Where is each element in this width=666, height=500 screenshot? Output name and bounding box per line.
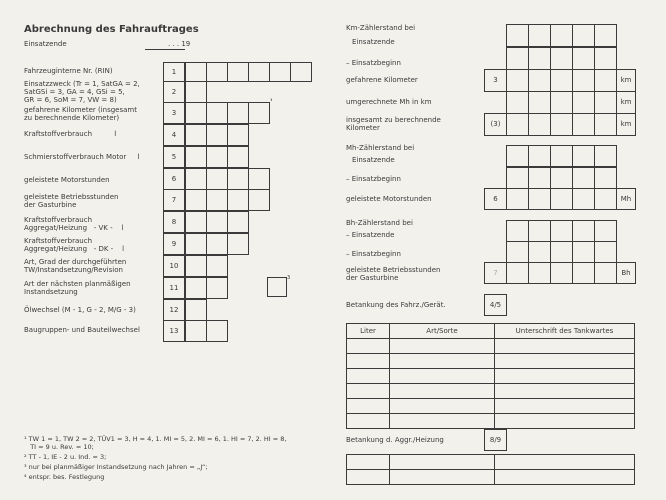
mh-ref: 6 — [493, 195, 498, 203]
turbine-hours-cell[interactable] — [248, 189, 270, 211]
mh-end-cell[interactable] — [594, 145, 617, 167]
bh-geleistet-label: geleistete Betriebsstunden der Gasturbine — [346, 266, 441, 282]
footnote-4: ⁴ entspr. bes. Festlegung — [24, 473, 105, 481]
km-gefahren-label: gefahrene Kilometer — [346, 76, 418, 84]
km-end-cell[interactable] — [572, 24, 595, 47]
mh-geleistet-cell[interactable] — [528, 188, 551, 210]
mh-umgerechnet-label: umgerechnete Mh in km — [346, 98, 432, 106]
bh-start-cell[interactable] — [506, 241, 529, 263]
bh-geleistet-cell[interactable] — [506, 262, 529, 284]
mh-geleistet-cell[interactable] — [506, 188, 529, 210]
row-label-8: Kraftstoffverbrauch Aggregat/Heizung - VK - l — [24, 216, 124, 232]
betankung-fahrzeug-ref: 4/5 — [489, 301, 502, 309]
km-start-cell[interactable] — [594, 47, 617, 70]
km-total-cell[interactable] — [227, 102, 249, 124]
footnote-1: ¹ TW 1 = 1, TW 2 = 2, TÜV1 = 3, H = 4, 1. MI = 5, 2. MI = 6, 1. HI = 7, 2. HI = 8, — [24, 435, 287, 443]
rin-cell[interactable] — [206, 62, 228, 82]
aggregat-fuel-table — [346, 454, 635, 485]
km-end-cell[interactable] — [506, 24, 529, 47]
mh-km-cell[interactable] — [572, 91, 595, 114]
mh-end-cell[interactable] — [550, 145, 573, 167]
row-number-2: 2 — [171, 88, 177, 96]
bh-geleistet-cell[interactable] — [594, 262, 617, 284]
table-row[interactable] — [347, 455, 635, 470]
km-gefahren-cell[interactable] — [506, 69, 529, 92]
betankung-fahrzeug-label: Betankung des Fahrz./Gerät. — [346, 301, 446, 309]
art-cell[interactable] — [390, 399, 495, 414]
next-maintenance-cell[interactable] — [206, 277, 228, 299]
row-number-6: 6 — [171, 175, 177, 183]
bh-einsatzende-label: – Einsatzende — [346, 231, 395, 239]
footnote-1-cont: TI = 9 u. Rev. = 10; — [24, 443, 94, 451]
art-cell[interactable] — [390, 339, 495, 354]
aggr-vk-cell[interactable] — [185, 211, 207, 233]
mh-geleistet-cell[interactable] — [550, 188, 573, 210]
bh-end-cell[interactable] — [506, 220, 529, 242]
signature-cell[interactable] — [495, 354, 635, 369]
row-label-1: Fahrzeuginterne Nr. (RIN) — [24, 67, 113, 75]
betankung-aggregat-ref: 8/9 — [489, 436, 502, 444]
km-unit-label: km — [620, 76, 632, 84]
mh-km-cell[interactable] — [550, 91, 573, 114]
insgesamt-label: insgesamt zu berechnende Kilometer — [346, 116, 441, 132]
rin-cell[interactable] — [290, 62, 312, 82]
turbine-hours-cell[interactable] — [185, 189, 207, 211]
rin-cell[interactable] — [227, 62, 249, 82]
aggr-vk-cell[interactable] — [206, 211, 228, 233]
liter-cell[interactable] — [347, 339, 390, 354]
bh-unit-label: Bh — [621, 269, 631, 277]
row-number-8: 8 — [171, 218, 177, 226]
motor-hours-cell[interactable] — [185, 168, 207, 190]
row-label-10: Art, Grad der durchgeführten TW/Instandsetzung/Revision — [24, 258, 127, 274]
oil-change-cell[interactable] — [185, 299, 207, 321]
km-end-cell[interactable] — [550, 24, 573, 47]
signature-cell[interactable] — [495, 455, 635, 470]
km-end-cell[interactable] — [528, 24, 551, 47]
km-total-cell[interactable] — [248, 102, 270, 124]
insgesamt-ref: (3) — [490, 120, 501, 128]
signature-cell[interactable] — [495, 369, 635, 384]
mh-start-cell[interactable] — [506, 167, 529, 189]
rin-cell[interactable] — [269, 62, 291, 82]
km-total-right-cell[interactable] — [506, 113, 529, 136]
table-row[interactable] — [347, 354, 635, 369]
einsatzende-date-line — [145, 49, 185, 50]
lubricant-cell[interactable] — [227, 146, 249, 168]
table-row[interactable] — [347, 384, 635, 399]
table-row[interactable] — [347, 414, 635, 429]
bh-geleistet-cell[interactable] — [550, 262, 573, 284]
km-start-cell[interactable] — [550, 47, 573, 70]
km-total-right-cell[interactable] — [528, 113, 551, 136]
bh-ref: 7 — [493, 269, 498, 277]
mh-start-cell[interactable] — [528, 167, 551, 189]
bh-end-cell[interactable] — [550, 220, 573, 242]
col-liter: Liter — [347, 324, 390, 339]
km-einsatzbeginn-label: – Einsatzbeginn — [346, 59, 401, 67]
km-total-cell[interactable] — [185, 102, 207, 124]
decimal-tick-icon: ' — [270, 98, 273, 108]
table-row[interactable] — [347, 399, 635, 414]
liter-cell[interactable] — [347, 455, 390, 470]
art-cell[interactable] — [390, 384, 495, 399]
mh-start-cell[interactable] — [572, 167, 595, 189]
mh-einsatzende-label: Einsatzende — [352, 156, 395, 164]
form-title: Abrechnung des Fahrauftrages — [24, 24, 199, 35]
bh-geleistet-cell[interactable] — [528, 262, 551, 284]
lubricant-cell[interactable] — [206, 146, 228, 168]
col-art-sorte: Art/Sorte — [390, 324, 495, 339]
row-label-13: Baugruppen- und Bauteilwechsel — [24, 326, 140, 334]
liter-cell[interactable] — [347, 384, 390, 399]
row-label-4: Kraftstoffverbrauch l — [24, 130, 117, 138]
lubricant-cell[interactable] — [185, 146, 207, 168]
art-cell[interactable] — [390, 455, 495, 470]
signature-cell[interactable] — [495, 384, 635, 399]
row-number-5: 5 — [171, 153, 177, 161]
mh-geleistet-cell[interactable] — [594, 188, 617, 210]
col-unterschrift: Unterschrift des Tankwartes — [495, 324, 635, 339]
footnote-2: ² TT - 1, IE - 2 u. Ind. = 3; — [24, 453, 107, 461]
table-row[interactable] — [347, 339, 635, 354]
mh-start-cell[interactable] — [594, 167, 617, 189]
aggr-dk-cell[interactable] — [227, 233, 249, 255]
mh-km-cell[interactable] — [528, 91, 551, 114]
art-cell[interactable] — [390, 470, 495, 485]
aggr-vk-cell[interactable] — [227, 211, 249, 233]
liter-cell[interactable] — [347, 399, 390, 414]
next-maintenance-cell[interactable] — [185, 277, 207, 299]
row-label-6: geleistete Motorstunden — [24, 176, 110, 184]
row-number-13: 13 — [169, 327, 179, 335]
mh-geleistet-cell[interactable] — [572, 188, 595, 210]
km-einsatzende-label: Einsatzende — [352, 38, 395, 46]
mh-km-cell[interactable] — [594, 91, 617, 114]
km-header: Km-Zählerstand bei — [346, 24, 416, 32]
bh-end-cell[interactable] — [572, 220, 595, 242]
fuel-consumption-cell[interactable] — [185, 124, 207, 146]
einsatzende-year: . . . 19 — [168, 40, 191, 48]
liter-cell[interactable] — [347, 470, 390, 485]
component-change-cell[interactable] — [185, 320, 207, 342]
fuel-consumption-cell[interactable] — [206, 124, 228, 146]
row-label-2: Einsatzzweck (Tr = 1, SatGA = 2, SatGSi = 3, GA = 4, GSi = 5, GR = 6, SoM = 7, VW = 8) — [24, 80, 140, 104]
km-gefahren-cell[interactable] — [528, 69, 551, 92]
rin-cell[interactable] — [185, 62, 207, 82]
row-label-12: Ölwechsel (M - 1, G - 2, M/G - 3) — [24, 306, 136, 314]
rin-cell[interactable] — [248, 62, 270, 82]
bh-start-cell[interactable] — [550, 241, 573, 263]
km-total-right-cell[interactable] — [594, 113, 617, 136]
row-number-4: 4 — [171, 131, 177, 139]
km-total-cell[interactable] — [206, 102, 228, 124]
km-end-cell[interactable] — [594, 24, 617, 47]
turbine-hours-cell[interactable] — [227, 189, 249, 211]
bh-geleistet-cell[interactable] — [572, 262, 595, 284]
fuel-consumption-cell[interactable] — [227, 124, 249, 146]
km-unit-label: km — [620, 98, 632, 106]
km-total-right-cell[interactable] — [550, 113, 573, 136]
row-number-3: 3 — [171, 109, 177, 117]
mh-km-cell[interactable] — [506, 91, 529, 114]
mh-end-cell[interactable] — [572, 145, 595, 167]
km-start-cell[interactable] — [528, 47, 551, 70]
mh-end-cell[interactable] — [528, 145, 551, 167]
row-number-1: 1 — [171, 68, 177, 76]
art-cell[interactable] — [390, 369, 495, 384]
row-label-9: Kraftstoffverbrauch Aggregat/Heizung - DK - l — [24, 237, 125, 253]
signature-cell[interactable] — [495, 414, 635, 429]
mh-geleistet-label: geleistete Motorstunden — [346, 195, 432, 203]
bh-header: Bh-Zählerstand bei — [346, 219, 413, 227]
bh-start-cell[interactable] — [528, 241, 551, 263]
fuel-table-header — [347, 324, 635, 339]
turbine-hours-cell[interactable] — [206, 189, 228, 211]
art-cell[interactable] — [390, 354, 495, 369]
km-unit-label: km — [620, 120, 632, 128]
row-label-3: gefahrene Kilometer (insgesamt zu berechnende Kilometer) — [24, 106, 137, 122]
motor-hours-cell[interactable] — [206, 168, 228, 190]
liter-cell[interactable] — [347, 369, 390, 384]
bh-end-cell[interactable] — [528, 220, 551, 242]
aggr-dk-cell[interactable] — [185, 233, 207, 255]
signature-cell[interactable] — [495, 339, 635, 354]
km-gefahren-ref: 3 — [493, 76, 498, 84]
mh-end-cell[interactable] — [506, 145, 529, 167]
row-number-9: 9 — [171, 240, 177, 248]
km-total-right-cell[interactable] — [572, 113, 595, 136]
row-label-7: geleistete Betriebsstunden der Gasturbine — [24, 193, 119, 209]
fuel-table — [346, 323, 635, 429]
component-change-cell[interactable] — [206, 320, 228, 342]
row-number-7: 7 — [171, 196, 177, 204]
signature-cell[interactable] — [495, 399, 635, 414]
bh-start-cell[interactable] — [572, 241, 595, 263]
mh-header: Mh-Zählerstand bei — [346, 144, 415, 152]
liter-cell[interactable] — [347, 414, 390, 429]
footnote-3: ³ nur bei planmäßiger Instandsetzung nach Jahren = „J“; — [24, 463, 208, 471]
row-number-11: 11 — [169, 284, 179, 292]
table-row[interactable] — [347, 470, 635, 485]
einsatzzweck-cell[interactable] — [185, 81, 207, 103]
signature-cell[interactable] — [495, 470, 635, 485]
row-label-5: Schmierstoffverbrauch Motor l — [24, 153, 140, 161]
betankung-aggregat-label: Betankung d. Aggr./Heizung — [346, 436, 444, 444]
row-number-12: 12 — [169, 306, 179, 314]
motor-hours-cell[interactable] — [227, 168, 249, 190]
bh-einsatzbeginn-label: – Einsatzbeginn — [346, 250, 401, 258]
bh-end-cell[interactable] — [594, 220, 617, 242]
motor-hours-cell[interactable] — [248, 168, 270, 190]
km-start-cell[interactable] — [572, 47, 595, 70]
km-gefahren-cell[interactable] — [550, 69, 573, 92]
km-start-cell[interactable] — [506, 47, 529, 70]
einsatzende-label: Einsatzende — [24, 40, 67, 48]
liter-cell[interactable] — [347, 354, 390, 369]
mh-start-cell[interactable] — [550, 167, 573, 189]
maintenance-years-box[interactable] — [267, 277, 287, 297]
art-cell[interactable] — [390, 414, 495, 429]
aggr-dk-cell[interactable] — [206, 233, 228, 255]
km-gefahren-cell[interactable] — [594, 69, 617, 92]
revision-type-cell[interactable] — [185, 255, 207, 277]
mh-einsatzbeginn-label: – Einsatzbeginn — [346, 175, 401, 183]
footnote-mark-3: 3 — [287, 275, 291, 281]
revision-type-cell[interactable] — [206, 255, 228, 277]
km-gefahren-cell[interactable] — [572, 69, 595, 92]
row-number-10: 10 — [169, 262, 179, 270]
mh-unit-label: Mh — [620, 195, 632, 203]
table-row[interactable] — [347, 369, 635, 384]
bh-start-cell[interactable] — [594, 241, 617, 263]
row-label-11: Art der nächsten planmäßigen Instandsetzung — [24, 280, 131, 296]
